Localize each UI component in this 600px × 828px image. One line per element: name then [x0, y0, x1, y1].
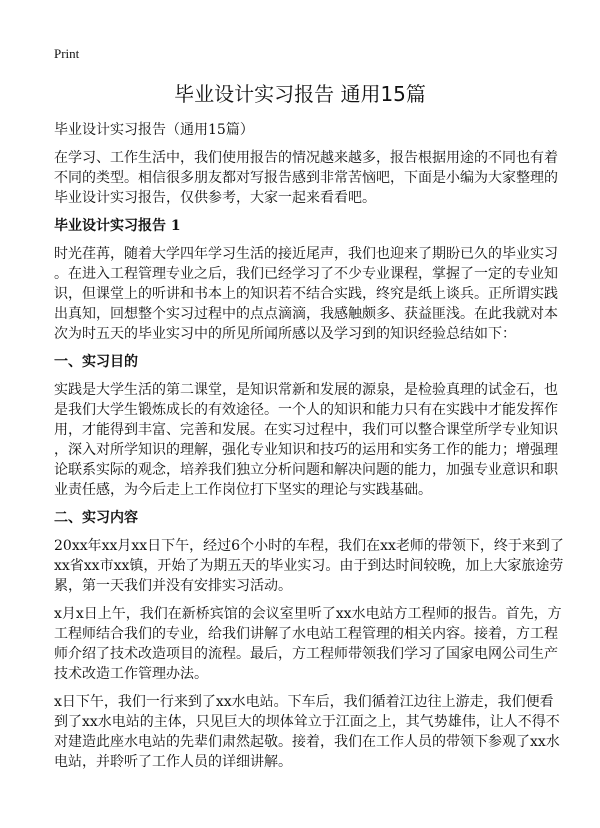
section-heading	[54, 352, 554, 372]
text-line: xx省xx市xx镇，开始了为期五天的毕业实习。由于到达时间较晚，加上大家旅途劳	[54, 558, 564, 574]
text-line: 毕业设计实习报告（通用15篇）	[54, 122, 254, 138]
text-line: 不同的类型。相信很多朋友都对写报告感到非常苦恼吧，下面是小编为大家整理的	[54, 170, 558, 186]
text-line: 到了xx水电站的主体，只见巨大的坝体耸立于江面之上，其气势雄伟，让人不得不	[54, 714, 560, 730]
text-line: 一、实习目的	[54, 354, 138, 370]
page-title: 毕业设计实习报告 通用15篇	[174, 82, 426, 106]
text-line: 工程师结合我们的专业，给我们讲解了水电站工程管理的相关内容。接着，方工程	[54, 626, 558, 642]
text-line: 次为时五天的毕业实习中的所见所闻所感以及学习到的知识经验总结如下：	[54, 326, 516, 342]
text-line: x月x日上午，我们在新桥宾馆的会议室里听了xx水电站方工程师的报告。首先，方	[54, 606, 562, 622]
text-line: 论联系实际的观念，培养我们独立分析问题和解决问题的能力，加强专业意识和职	[54, 462, 558, 478]
paragraph	[54, 692, 560, 772]
text-line: 毕业设计实习报告，仅供参考，大家一起来看看吧。	[54, 190, 376, 206]
text-line: 二、实习内容	[54, 510, 138, 526]
text-line: 业责任感，为今后走上工作岗位打下坚实的理论与实践基础。	[54, 482, 432, 498]
text-line: 在学习、工作生活中，我们使用报告的情况越来越多，报告根据用途的不同也有着	[54, 150, 558, 166]
paragraph	[54, 380, 558, 500]
paragraph	[54, 120, 554, 140]
text-line: 累，第一天我们并没有安排实习活动。	[54, 578, 292, 594]
paragraph	[54, 148, 558, 208]
text-line: 时光荏苒，随着大学四年学习生活的接近尾声，我们也迎来了期盼已久的毕业实习	[54, 246, 558, 262]
text-line: ，深入对所学知识的理解，强化专业知识和技巧的运用和实务工作的能力；增强理	[54, 442, 558, 458]
text-line: x日下午，我们一行来到了xx水电站。下车后，我们循着江边往上游走，我们便看	[54, 694, 554, 710]
section-heading	[54, 216, 554, 236]
text-line: 实践是大学生活的第二课堂，是知识常新和发展的源泉，是检验真理的试金石，也	[54, 382, 558, 398]
text-line: 技术改造工作管理办法。	[54, 666, 208, 682]
text-line: 毕业设计实习报告 1	[54, 218, 181, 234]
print-link[interactable]: Print	[54, 46, 80, 61]
paragraph	[54, 244, 558, 344]
text-line: 识，但课堂上的听讲和书本上的知识若不结合实践，终究是纸上谈兵。正所谓实践	[54, 286, 558, 302]
text-line: 20xx年xx月xx日下午，经过6个小时的车程，我们在xx老师的带领下，终于来到了	[54, 538, 564, 554]
paragraph	[54, 604, 562, 684]
section-heading	[54, 508, 554, 528]
text-line: 是我们大学生锻炼成长的有效途径。一个人的知识和能力只有在实践中才能发挥作	[54, 402, 558, 418]
document-body	[54, 120, 564, 780]
text-line: 出真知，回想整个实习过程中的点点滴滴，我感触颇多、获益匪浅。在此我就对本	[54, 306, 558, 322]
text-line: 师介绍了技术改造项目的流程。最后，方工程师带领我们学习了国家电网公司生产	[54, 646, 558, 662]
paragraph	[54, 536, 564, 596]
text-line: 对建造此座水电站的先辈们肃然起敬。接着，我们在工作人员的带领下参观了xx水	[54, 734, 560, 750]
text-line: 。在进入工程管理专业之后，我们已经学习了不少专业课程，掌握了一定的专业知	[54, 266, 558, 282]
text-line: 电站，并聆听了工作人员的详细讲解。	[54, 754, 292, 770]
text-line: 用，才能得到丰富、完善和发展。在实习过程中，我们可以整合课堂所学专业知识	[54, 422, 558, 438]
